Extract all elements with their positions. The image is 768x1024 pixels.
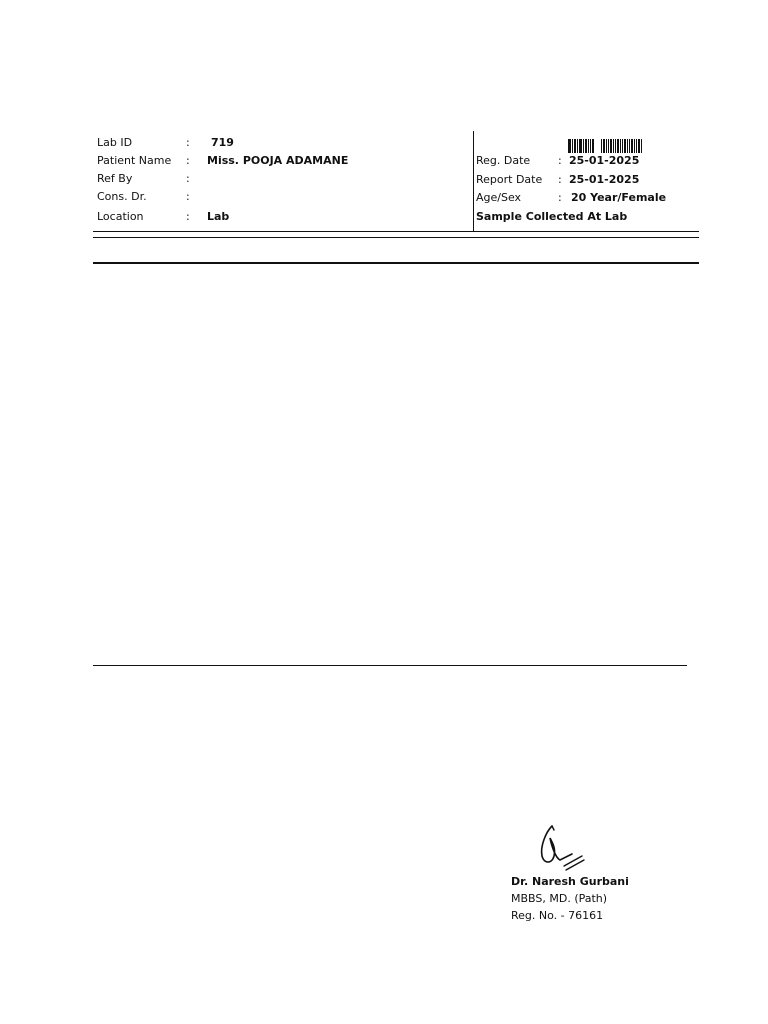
age-sex-label: Age/Sex [476,191,522,204]
age-sex-value: 20 Year/Female [571,191,667,204]
patient-name-separator: : [186,154,190,167]
location-separator: : [186,210,190,223]
patient-name-value: Miss. POOJA ADAMANE [207,154,349,167]
location-value: Lab [207,210,230,223]
location-label: Location [97,210,144,223]
section-rule [93,262,699,264]
header-rule-top [93,231,699,232]
header-rule-bottom [93,237,699,238]
reg-date-label: Reg. Date [476,154,531,167]
cons-dr-label: Cons. Dr. [97,190,147,203]
lab-id-value: 719 [211,136,234,149]
patient-name-label: Patient Name [97,154,172,167]
report-date-label: Report Date [476,173,543,186]
age-sex-separator: : [558,191,562,204]
report-date-value: 25-01-2025 [569,173,640,186]
sample-collected-text: Sample Collected At Lab [476,210,628,223]
barcode [568,139,642,153]
signatory-qualification: MBBS, MD. (Path) [511,892,608,905]
reg-date-value: 25-01-2025 [569,154,640,167]
reg-date-separator: : [558,154,562,167]
ref-by-label: Ref By [97,172,133,185]
signatory-reg-no: Reg. No. - 76161 [511,909,604,922]
signature-image [530,822,590,874]
report-date-separator: : [558,173,562,186]
signatory-name: Dr. Naresh Gurbani [511,875,629,888]
header-column-divider [473,131,474,232]
cons-dr-separator: : [186,190,190,203]
ref-by-separator: : [186,172,190,185]
footer-rule [93,665,687,666]
lab-id-separator: : [186,136,190,149]
lab-id-label: Lab ID [97,136,133,149]
